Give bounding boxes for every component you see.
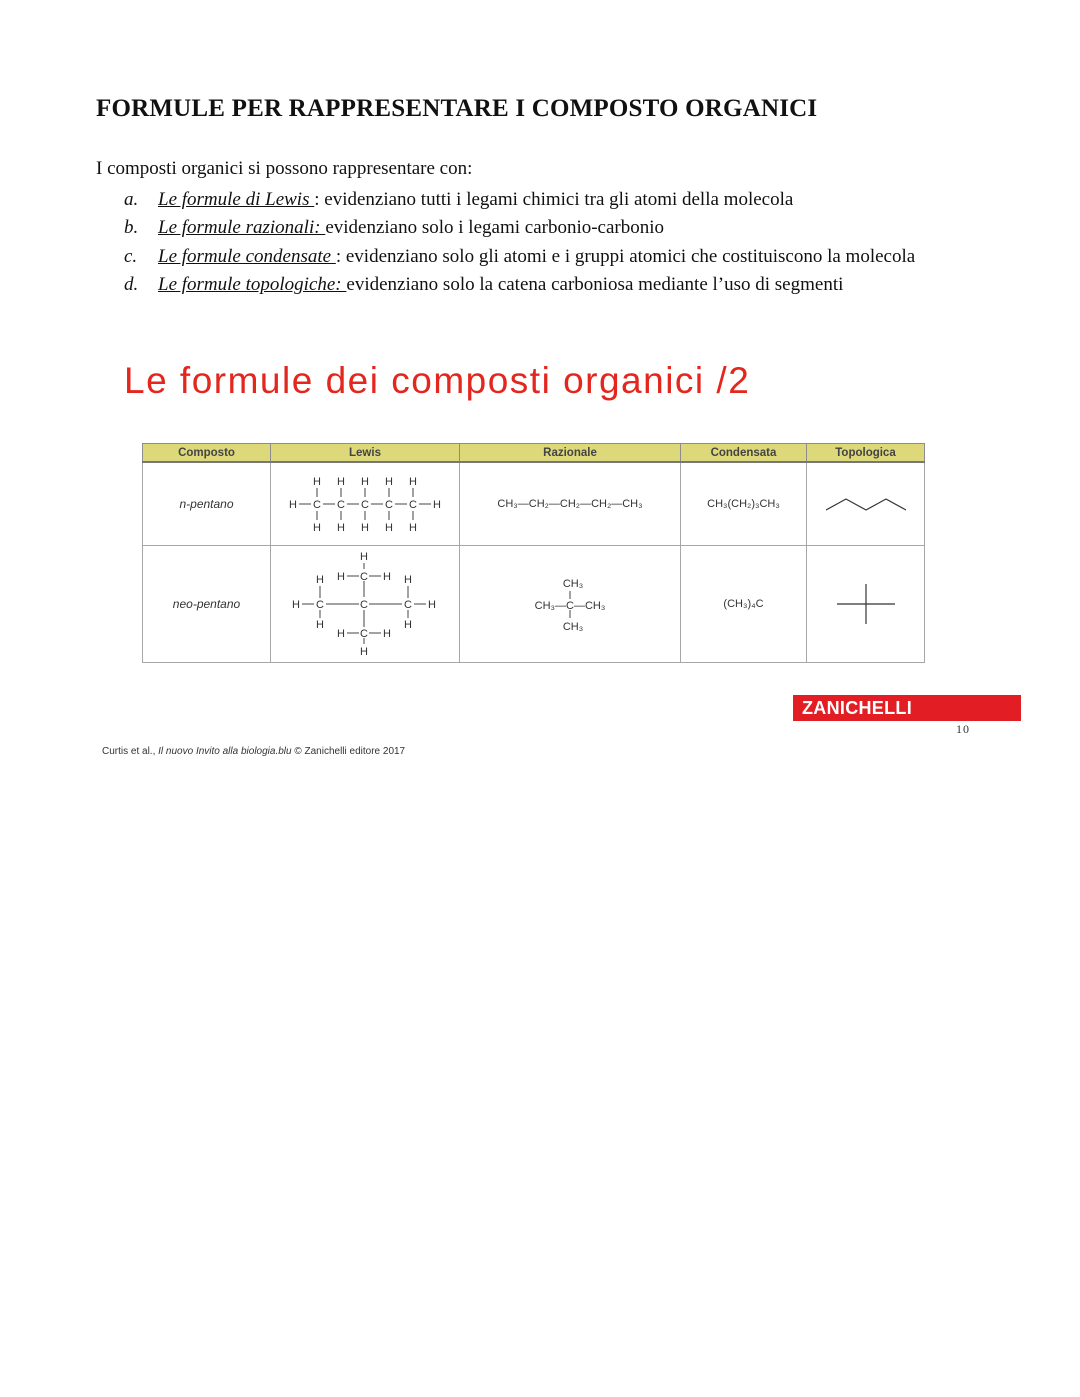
credit-book-title: Il nuovo Invito alla biologia.blu bbox=[158, 746, 292, 757]
table-header-row bbox=[143, 444, 925, 463]
svg-text:H: H bbox=[404, 619, 412, 631]
definition-text: evidenziano solo la catena carboniosa mediante l’uso di segmenti bbox=[346, 274, 844, 296]
svg-text:H: H bbox=[337, 571, 345, 583]
rational-top-group: CH₃ bbox=[562, 578, 584, 590]
rational-formula: CH₃—CH₂—CH₂—CH₂—CH₃ bbox=[460, 462, 681, 546]
svg-text:C: C bbox=[360, 628, 368, 640]
svg-text:H: H bbox=[292, 599, 300, 611]
definition-term: Le formule di Lewis bbox=[158, 189, 315, 210]
lewis-cell bbox=[271, 462, 460, 546]
svg-text:H: H bbox=[313, 476, 321, 488]
svg-text:C: C bbox=[409, 499, 417, 511]
rational-cell bbox=[460, 546, 681, 663]
svg-text:H: H bbox=[337, 476, 345, 488]
rational-main-chain: CH₃—C—CH₃ bbox=[534, 600, 606, 612]
svg-text:H: H bbox=[313, 522, 321, 534]
svg-text:H: H bbox=[383, 571, 391, 583]
condensed-formula: CH₃(CH₂)₃CH₃ bbox=[681, 462, 807, 546]
topological-cell bbox=[807, 546, 925, 663]
lewis-structure-n-pentano bbox=[280, 473, 450, 535]
svg-text:H: H bbox=[337, 628, 345, 640]
svg-text:C: C bbox=[360, 599, 368, 611]
column-header-topologica: Topologica bbox=[807, 444, 925, 463]
page-title: FORMULE PER RAPPRESENTARE I COMPOSTO ORGANICI bbox=[96, 95, 818, 122]
definition-item-lewis bbox=[124, 186, 915, 214]
credit-authors: Curtis et al., bbox=[102, 746, 159, 757]
svg-text:H: H bbox=[316, 619, 324, 631]
column-header-condensata: Condensata bbox=[681, 444, 807, 463]
svg-text:H: H bbox=[433, 499, 441, 511]
topological-cross bbox=[831, 579, 901, 629]
svg-text:C: C bbox=[337, 499, 345, 511]
credit-line bbox=[102, 746, 405, 757]
slide-title: Le formule dei composti organici /2 bbox=[124, 360, 751, 401]
svg-text:C: C bbox=[313, 499, 321, 511]
definition-item-condensate bbox=[124, 243, 915, 271]
publisher-logo: ZANICHELLI bbox=[793, 695, 1021, 721]
page-number: 10 bbox=[956, 722, 970, 736]
credit-publisher: © Zanichelli editore 2017 bbox=[291, 746, 406, 757]
table-row-n-pentano bbox=[143, 462, 925, 546]
svg-text:H: H bbox=[385, 522, 393, 534]
formula-table bbox=[142, 443, 925, 663]
svg-text:H: H bbox=[361, 522, 369, 534]
definition-term: Le formule topologiche: bbox=[158, 274, 347, 296]
definition-item-razionali bbox=[124, 214, 915, 242]
intro-text: I composti organici si possono rappresentare con: bbox=[96, 158, 473, 179]
svg-text:H: H bbox=[404, 574, 412, 586]
column-header-lewis: Lewis bbox=[271, 444, 460, 463]
svg-text:H: H bbox=[385, 476, 393, 488]
compound-name: n-pentano bbox=[143, 462, 271, 546]
definition-text: : evidenziano solo gli atomi e i gruppi atomici che costituiscono la molecola bbox=[335, 245, 916, 267]
list-marker: b. bbox=[124, 217, 139, 239]
svg-text:H: H bbox=[409, 476, 417, 488]
column-header-composto: Composto bbox=[143, 444, 271, 463]
definition-term: Le formule condensate bbox=[158, 245, 336, 267]
definition-text: : evidenziano tutti i legami chimici tra gli atomi della molecola bbox=[314, 189, 794, 210]
lewis-cell bbox=[271, 546, 460, 663]
svg-text:H: H bbox=[316, 574, 324, 586]
rational-bottom-group: CH₃ bbox=[562, 621, 584, 633]
definition-item-topologiche bbox=[124, 271, 915, 299]
table-row-neo-pentano bbox=[143, 546, 925, 663]
svg-text:C: C bbox=[316, 599, 324, 611]
compound-name: neo-pentano bbox=[143, 546, 271, 663]
svg-text:C: C bbox=[361, 499, 369, 511]
svg-text:H: H bbox=[360, 551, 368, 563]
svg-text:C: C bbox=[385, 499, 393, 511]
topological-zigzag bbox=[816, 489, 916, 519]
list-marker: a. bbox=[124, 189, 139, 210]
lewis-structure-neo-pentano bbox=[275, 549, 455, 659]
svg-text:H: H bbox=[361, 476, 369, 488]
svg-text:H: H bbox=[289, 499, 297, 511]
list-marker: d. bbox=[124, 274, 139, 296]
definition-text: evidenziano solo i legami carbonio-carbonio bbox=[325, 217, 665, 239]
list-marker: c. bbox=[124, 245, 138, 267]
definition-list bbox=[124, 186, 915, 300]
svg-text:H: H bbox=[409, 522, 417, 534]
svg-text:H: H bbox=[360, 646, 368, 658]
svg-text:H: H bbox=[428, 599, 436, 611]
definition-term: Le formule razionali: bbox=[158, 217, 326, 239]
svg-text:C: C bbox=[360, 571, 368, 583]
topological-cell bbox=[807, 462, 925, 546]
condensed-formula: (CH₃)₄C bbox=[681, 546, 807, 663]
column-header-razionale: Razionale bbox=[460, 444, 681, 463]
svg-text:H: H bbox=[337, 522, 345, 534]
svg-text:H: H bbox=[383, 628, 391, 640]
svg-text:C: C bbox=[404, 599, 412, 611]
rational-formula-neo-pentano bbox=[495, 574, 645, 634]
